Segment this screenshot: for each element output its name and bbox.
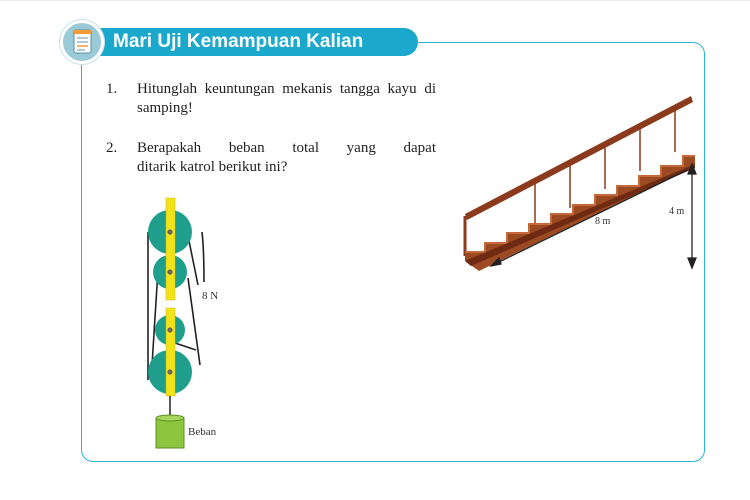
lower-pulley-frame	[166, 308, 175, 396]
staircase-figure	[455, 86, 705, 286]
question-number: 2.	[106, 140, 118, 156]
top-divider	[0, 0, 750, 1]
load-label: Beban	[188, 426, 217, 438]
question-text	[137, 139, 436, 177]
pulley-system-figure	[130, 190, 240, 460]
question-text-line-2: ditarik katrol berikut ini?	[137, 159, 288, 175]
length-arrow	[491, 170, 687, 266]
load-block	[156, 415, 184, 448]
notebook-icon	[60, 20, 104, 64]
length-label: 8 m	[595, 216, 611, 227]
force-label: 8 N	[202, 290, 219, 302]
section-title: Mari Uji Kemampuan Kalian	[113, 31, 364, 52]
upper-pulley-frame	[166, 198, 175, 300]
question-text-line-1: Berapakah beban total yang dapat	[137, 140, 436, 156]
question-text: Hitunglah keuntungan mekanis tangga kayu di samping!	[137, 81, 436, 116]
height-label: 4 m	[669, 206, 685, 217]
question-2	[106, 139, 436, 177]
question-1	[106, 80, 436, 118]
stair-steps	[465, 156, 695, 271]
question-number: 1.	[106, 81, 118, 97]
height-arrow	[688, 164, 696, 268]
